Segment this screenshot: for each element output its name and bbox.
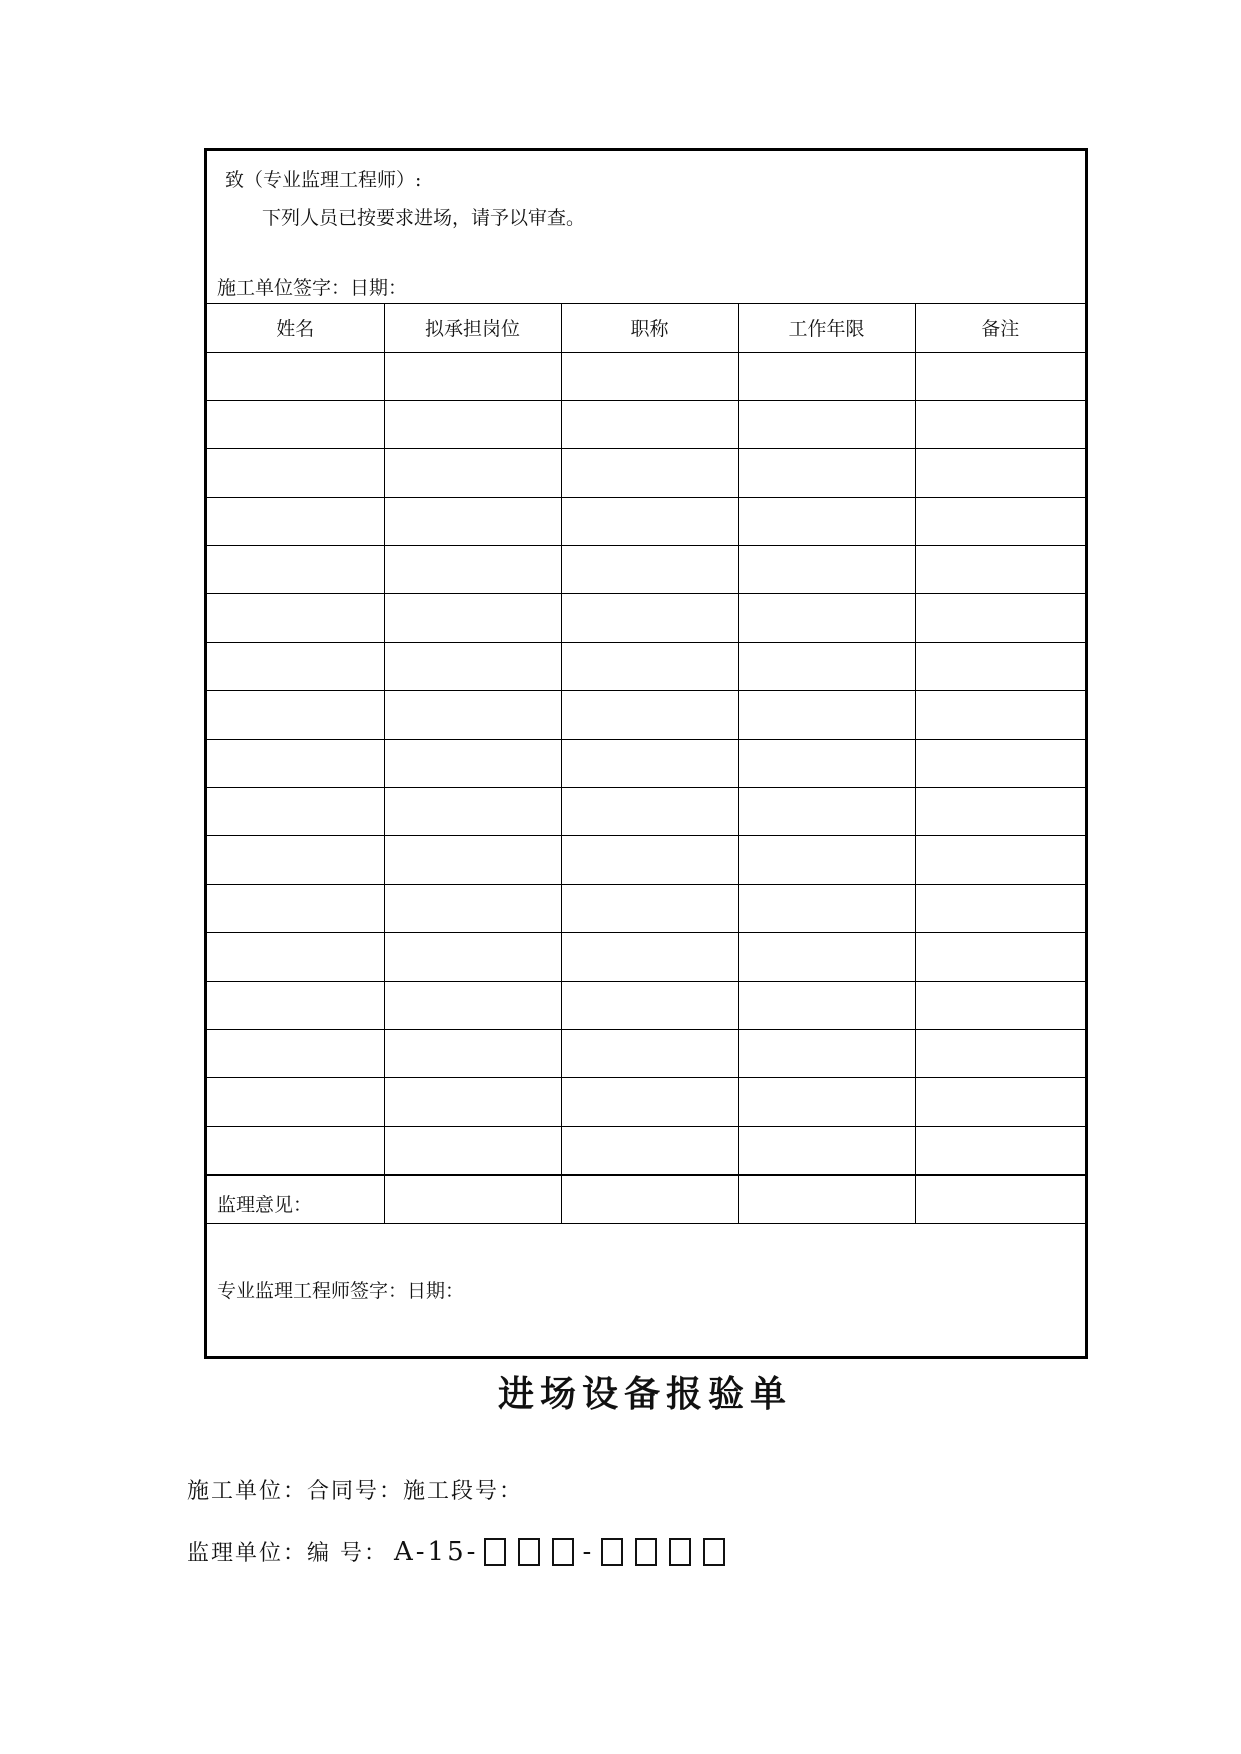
table-cell: [207, 594, 384, 642]
table-cell: [207, 836, 384, 884]
table-cell: [915, 1126, 1085, 1174]
table-cell: [738, 691, 915, 739]
column-header-title: 职称: [561, 304, 738, 352]
table-row: [207, 691, 1085, 739]
table-cell: [561, 981, 738, 1029]
table-cell: [915, 933, 1085, 981]
table-cell: [207, 449, 384, 497]
personnel-entry-form: [204, 148, 1088, 1359]
table-cell: [915, 1029, 1085, 1077]
table-cell: [738, 449, 915, 497]
table-cell: [561, 352, 738, 400]
column-header-years: 工作年限: [738, 304, 915, 352]
table-row: [207, 352, 1085, 400]
table-row: [207, 1126, 1085, 1174]
table-cell: [915, 400, 1085, 448]
table-row: [207, 497, 1085, 545]
column-header-name: 姓名: [207, 304, 384, 352]
opinion-label: 监理意见：: [217, 1194, 313, 1216]
table-cell: [915, 546, 1085, 594]
table-cell: [561, 884, 738, 932]
table-cell: [915, 642, 1085, 690]
table-row: [207, 1029, 1085, 1077]
table-cell: [915, 449, 1085, 497]
table-row: [207, 933, 1085, 981]
table-cell: [738, 836, 915, 884]
code-box: [484, 1538, 506, 1566]
table-cell: [561, 691, 738, 739]
table-cell: [384, 933, 561, 981]
personnel-table: [207, 304, 1085, 1224]
table-cell: [384, 691, 561, 739]
table-cell: [207, 1126, 384, 1174]
table-cell: [384, 546, 561, 594]
table-cell: [915, 884, 1085, 932]
table-cell: [207, 400, 384, 448]
table-cell: [561, 546, 738, 594]
table-cell: [915, 594, 1085, 642]
table-row: [207, 594, 1085, 642]
table-cell: [207, 1078, 384, 1126]
table-cell: [207, 352, 384, 400]
table-row: [207, 546, 1085, 594]
table-row: [207, 400, 1085, 448]
table-cell: [207, 691, 384, 739]
contractor-signature-line: 施工单位签字：日期：: [217, 277, 408, 299]
table-cell: [738, 788, 915, 836]
table-cell: [915, 739, 1085, 787]
table-row: [207, 788, 1085, 836]
table-cell: [738, 1126, 915, 1174]
table-cell: [561, 739, 738, 787]
table-cell: [915, 352, 1085, 400]
table-cell: [384, 884, 561, 932]
table-cell: [915, 981, 1085, 1029]
table-row: [207, 836, 1085, 884]
table-cell: [738, 1078, 915, 1126]
table-cell: [561, 1029, 738, 1077]
table-cell: [384, 788, 561, 836]
column-header-remarks: 备注: [915, 304, 1085, 352]
table-cell: [738, 1029, 915, 1077]
table-cell: [384, 739, 561, 787]
table-cell: [207, 497, 384, 545]
table-cell: [561, 642, 738, 690]
table-row: [207, 642, 1085, 690]
table-cell: [384, 836, 561, 884]
contractor-info-line: 施工单位：合同号：施工段号：: [187, 1479, 524, 1504]
table-cell: [207, 981, 384, 1029]
engineer-signature-line: 专业监理工程师签字：日期：: [217, 1280, 465, 1302]
table-header-row: [207, 304, 1085, 352]
table-cell: [207, 933, 384, 981]
table-cell: [738, 352, 915, 400]
table-cell: [738, 642, 915, 690]
document-title: 进场设备报验单: [497, 1373, 792, 1415]
table-cell: [561, 449, 738, 497]
code-box: [518, 1538, 540, 1566]
table-cell: [561, 836, 738, 884]
table-cell: [207, 884, 384, 932]
table-cell: [207, 739, 384, 787]
table-cell: [384, 449, 561, 497]
table-cell: [384, 594, 561, 642]
table-cell: [561, 788, 738, 836]
table-cell: [384, 400, 561, 448]
code-box: [635, 1538, 657, 1566]
supervision-opinion-section: [207, 1175, 1085, 1356]
supervisor-info-label: 监理单位：编 号：: [187, 1541, 388, 1566]
table-cell: [384, 497, 561, 545]
table-cell: [561, 1078, 738, 1126]
table-cell: [738, 546, 915, 594]
table-cell: [384, 1126, 561, 1174]
table-cell: [384, 352, 561, 400]
table-cell: [561, 400, 738, 448]
table-cell: [561, 933, 738, 981]
table-cell: [915, 836, 1085, 884]
table-cell: [738, 739, 915, 787]
table-cell: [207, 1029, 384, 1077]
code-prefix: A-15-: [394, 1536, 479, 1567]
code-box: [552, 1538, 574, 1566]
table-cell: [561, 497, 738, 545]
table-cell: [915, 1078, 1085, 1126]
notice-text: 下列人员已按要求进场，请予以审查。: [262, 207, 586, 229]
table-row: [207, 449, 1085, 497]
column-header-position: 拟承担岗位: [384, 304, 561, 352]
table-cell: [738, 400, 915, 448]
personnel-table-body: [207, 352, 1085, 1223]
table-row: [207, 739, 1085, 787]
supervisor-info-line: [187, 1536, 731, 1567]
table-row: [207, 981, 1085, 1029]
table-cell: [738, 884, 915, 932]
table-cell: [915, 691, 1085, 739]
code-box: [601, 1538, 623, 1566]
table-cell: [384, 1029, 561, 1077]
table-cell: [738, 594, 915, 642]
table-cell: [738, 497, 915, 545]
table-cell: [915, 788, 1085, 836]
table-cell: [561, 1126, 738, 1174]
table-cell: [561, 594, 738, 642]
code-box: [669, 1538, 691, 1566]
table-cell: [915, 497, 1085, 545]
table-row: [207, 1078, 1085, 1126]
code-separator: -: [582, 1536, 594, 1567]
table-cell: [207, 642, 384, 690]
table-cell: [384, 1078, 561, 1126]
table-cell: [738, 981, 915, 1029]
table-row: [207, 884, 1085, 932]
code-box: [703, 1538, 725, 1566]
table-cell: [207, 788, 384, 836]
table-cell: [738, 933, 915, 981]
table-cell: [207, 546, 384, 594]
table-cell: [384, 642, 561, 690]
form-header-section: [207, 151, 1085, 304]
addressee-line: 致（专业监理工程师）:: [225, 169, 422, 191]
table-cell: [384, 981, 561, 1029]
